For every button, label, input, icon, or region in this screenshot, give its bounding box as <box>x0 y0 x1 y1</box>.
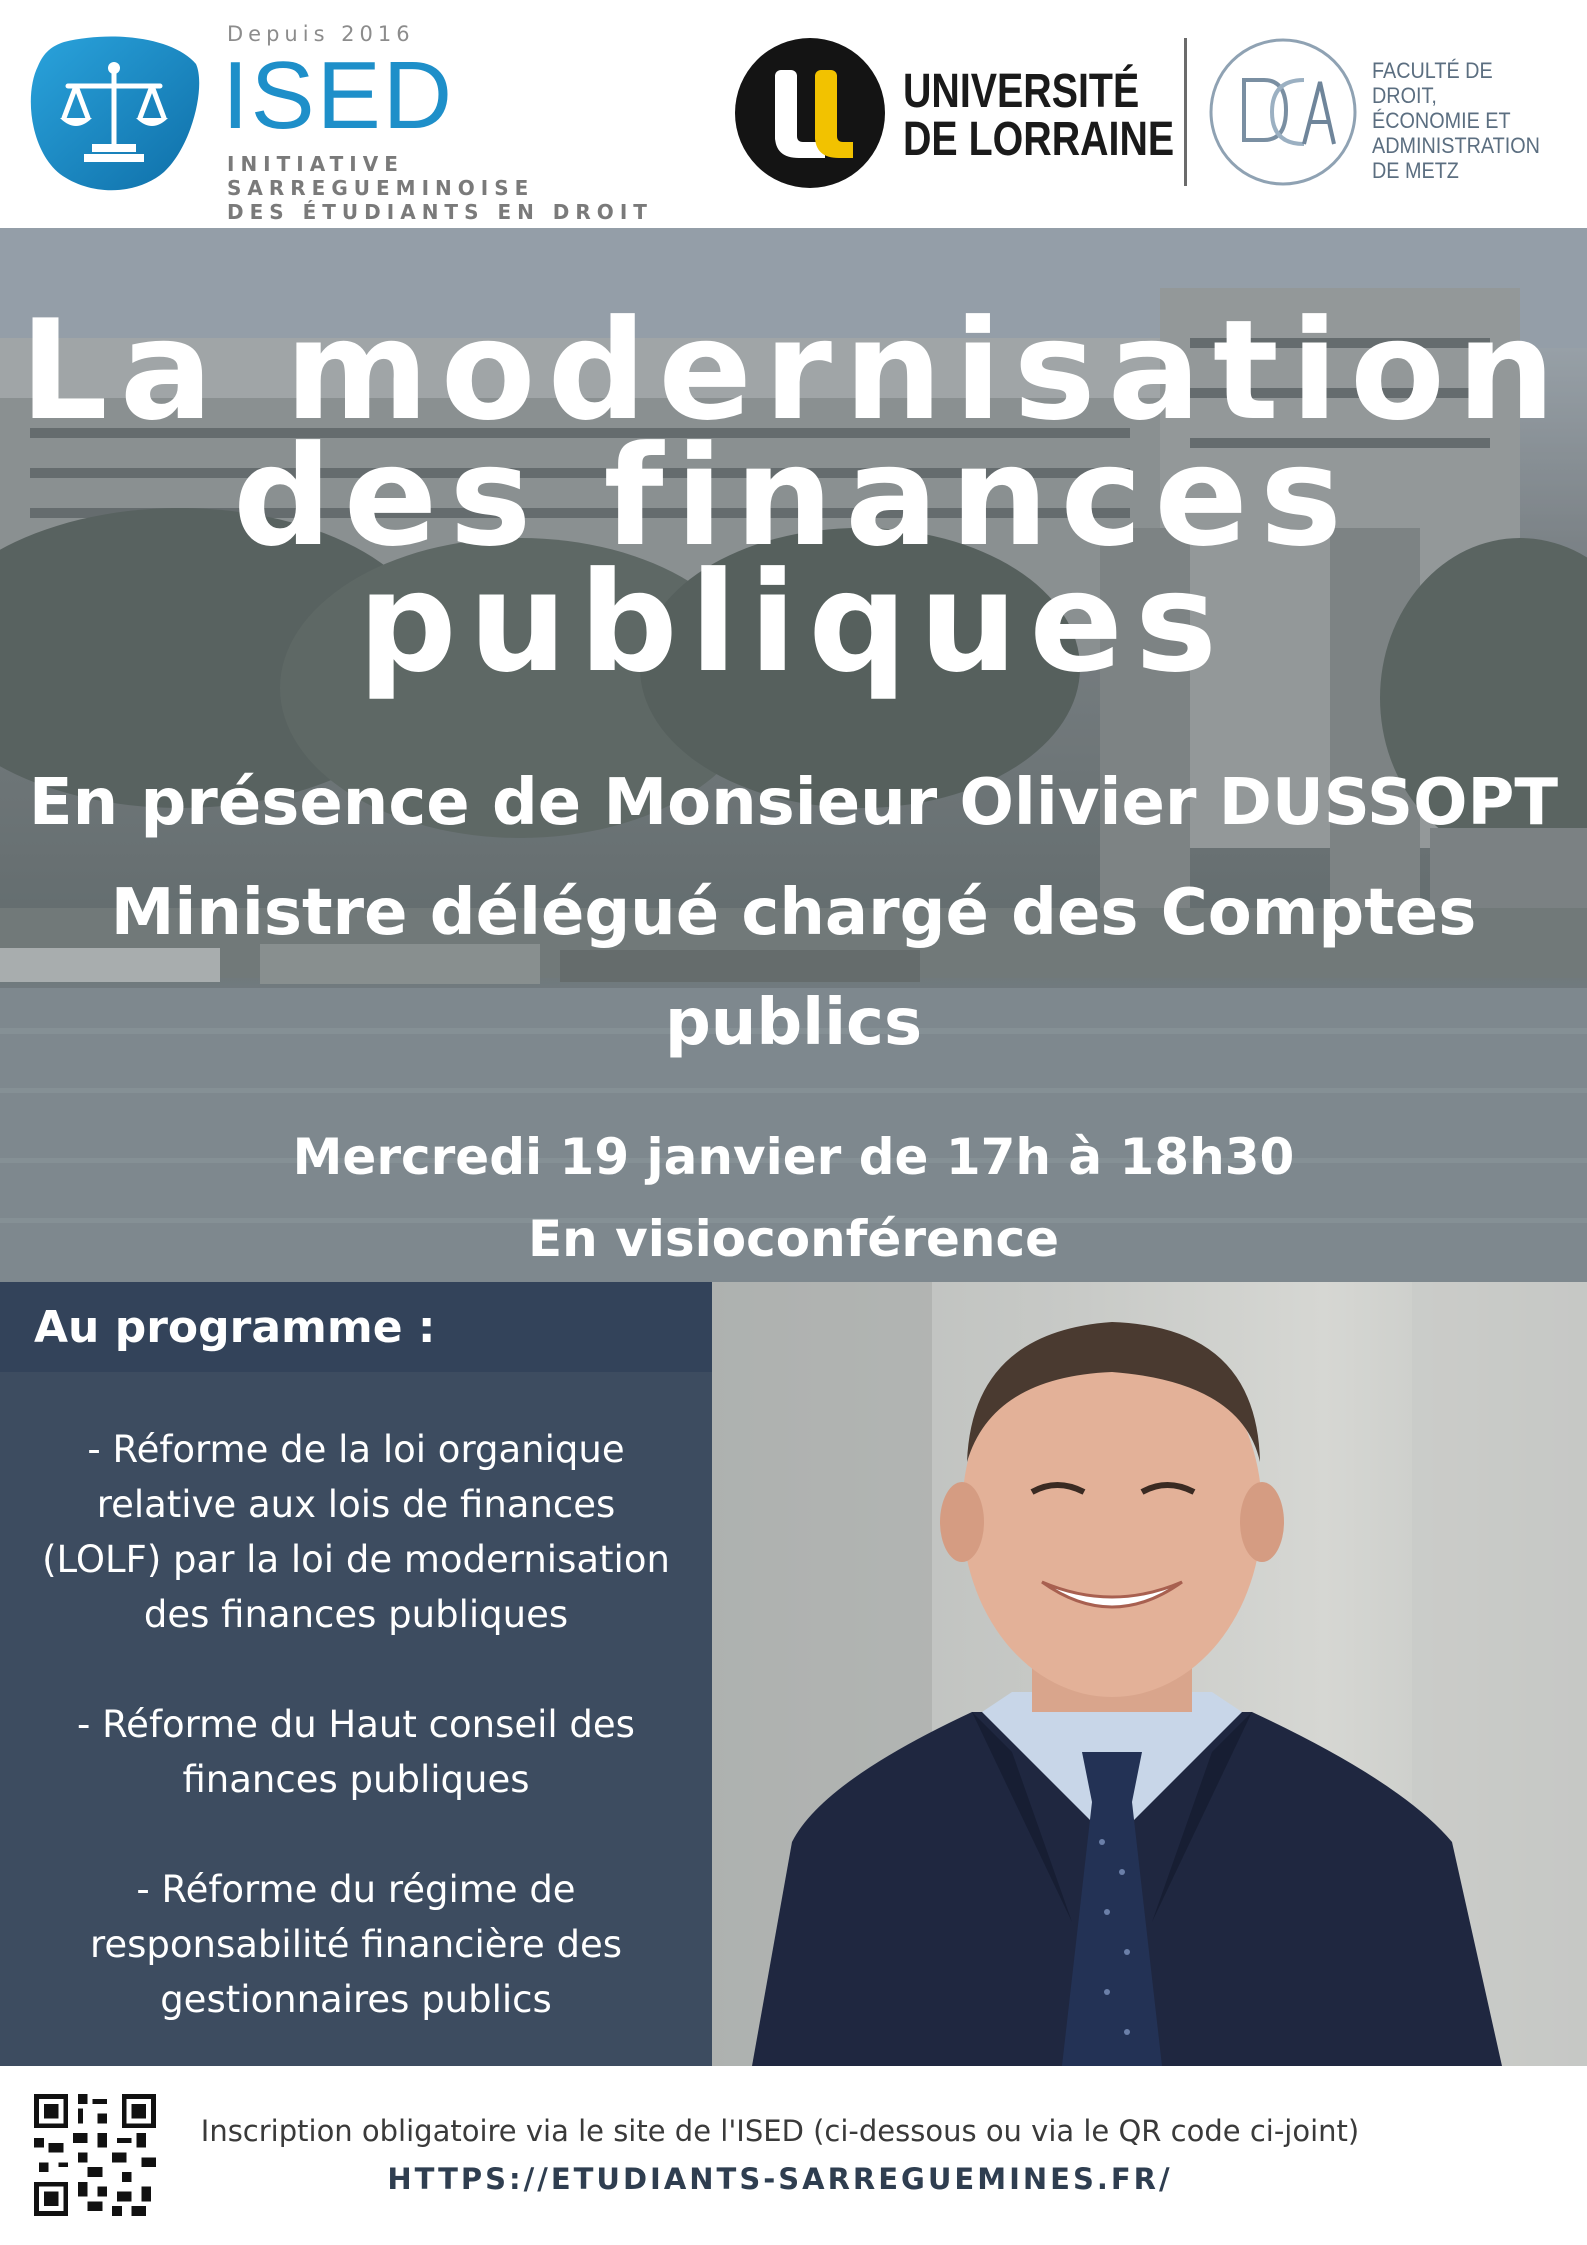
footer <box>0 2066 1587 2245</box>
universite-name-line: UNIVERSITÉ <box>903 65 1140 118</box>
programme-item-line: finances publiques <box>182 1758 530 1801</box>
event-title-line: publiques <box>357 542 1230 703</box>
ised-since: Depuis 2016 <box>227 22 415 46</box>
event-schedule <box>0 1116 1587 1280</box>
programme-item <box>20 1862 692 2027</box>
universite-lorraine-name <box>903 65 1175 166</box>
faculte-name-line: FACULTÉ DE DROIT, <box>1372 58 1493 108</box>
programme-item-line: des finances publiques <box>143 1593 569 1636</box>
speaker-portrait-image <box>712 1282 1587 2066</box>
programme-item-line: - Réforme du Haut conseil des <box>77 1703 635 1746</box>
guest-speaker <box>0 748 1587 1078</box>
faculte-name-line: ADMINISTRATION <box>1372 133 1540 158</box>
universite-name-line: DE LORRAINE <box>903 113 1175 166</box>
guest-speaker-line: Ministre délégué chargé des Comptes <box>110 876 1477 950</box>
ised-subtitle-line: INITIATIVE SARREGUEMINOISE <box>227 152 535 200</box>
event-format: En visioconférence <box>527 1210 1060 1268</box>
programme-item-line: - Réforme du régime de <box>136 1868 576 1911</box>
programme-item <box>20 1422 692 1642</box>
header <box>0 0 1587 228</box>
programme-item-line: gestionnaires publics <box>160 1978 552 2021</box>
ised-subtitle-line: DES ÉTUDIANTS EN DROIT <box>227 200 653 224</box>
registration-note: Inscription obligatoire via le site de l'ISED (ci-dessous ou via le QR code ci-joint) <box>200 2114 1360 2148</box>
event-date: Mercredi 19 janvier de 17h à 18h30 <box>292 1128 1295 1186</box>
hero-banner <box>0 228 1587 1282</box>
guest-speaker-line: publics <box>664 986 923 1060</box>
programme-item-line: relative aux lois de finances <box>96 1483 616 1526</box>
faculte-name-line: DE METZ <box>1372 158 1459 183</box>
programme-item-line: responsabilité financière des <box>89 1923 623 1966</box>
logo-divider <box>1184 38 1187 186</box>
programme-item-line: (LOLF) par la loi de modernisation <box>42 1538 670 1581</box>
ised-subtitle <box>227 152 687 224</box>
programme-panel <box>0 1282 712 2066</box>
programme-item-line: - Réforme de la loi organique <box>87 1428 625 1471</box>
qr-code-icon[interactable] <box>34 2094 156 2216</box>
faculte-deg-logo-icon <box>1208 36 1358 188</box>
programme-header <box>0 1282 712 1372</box>
programme-heading: Au programme : <box>34 1302 436 1353</box>
programme-item <box>20 1697 692 1807</box>
faculte-name <box>1372 58 1561 183</box>
event-title-line: des finances <box>232 416 1355 577</box>
event-title <box>0 290 1587 703</box>
ised-name: ISED <box>222 42 455 149</box>
speaker-photo <box>712 1282 1587 2066</box>
event-title-line: La modernisation <box>19 290 1568 451</box>
ised-scales-logo-icon <box>24 34 204 194</box>
registration-link[interactable]: HTTPS://ETUDIANTS-SARREGUEMINES.FR/ <box>387 2162 1173 2196</box>
universite-lorraine-logo-icon <box>733 36 887 190</box>
faculte-name-line: ÉCONOMIE ET <box>1372 108 1511 133</box>
programme-list <box>20 1422 692 2082</box>
guest-speaker-line: En présence de Monsieur Olivier DUSSOPT <box>28 766 1559 840</box>
